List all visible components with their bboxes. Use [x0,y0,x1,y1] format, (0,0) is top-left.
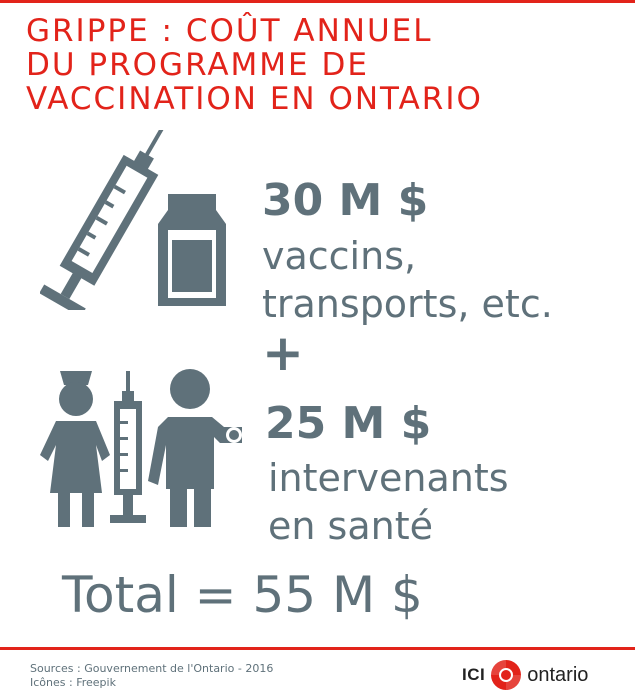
item1-line-1: vaccins, [262,234,417,278]
item2-line-2: en santé [268,504,433,548]
title-line-3: VACCINATION EN ONTARIO [26,81,483,117]
logo-region-text: ontario [527,663,589,686]
radio-canada-gem-icon [491,660,521,690]
title-line-1: GRIPPE : COÛT ANNUEL [26,13,433,49]
sources-text: Sources : Gouvernement de l'Ontario - 2016 [30,662,274,675]
page-title [26,14,626,116]
total-line: Total = 55 M $ [62,566,423,624]
icons-credit-text: Icônes : Freepik [30,676,116,689]
logo-ici-text: ICI [462,665,486,684]
ici-ontario-logo [462,656,588,694]
title-line-2: DU PROGRAMME DE [26,47,369,83]
item1-amount: 30 M $ [262,175,429,226]
item1-line-2: transports, etc. [262,282,553,326]
footer-sources [30,662,273,690]
top-rule [0,0,635,3]
health-workers-icon [30,365,250,535]
plus-sign: + [262,324,304,382]
item2-description [268,454,509,550]
item1-description [262,232,553,328]
syringe-vial-icon [40,130,240,310]
bottom-rule [0,647,635,650]
item2-line-1: intervenants [268,456,509,500]
item2-amount: 25 M $ [265,398,432,449]
